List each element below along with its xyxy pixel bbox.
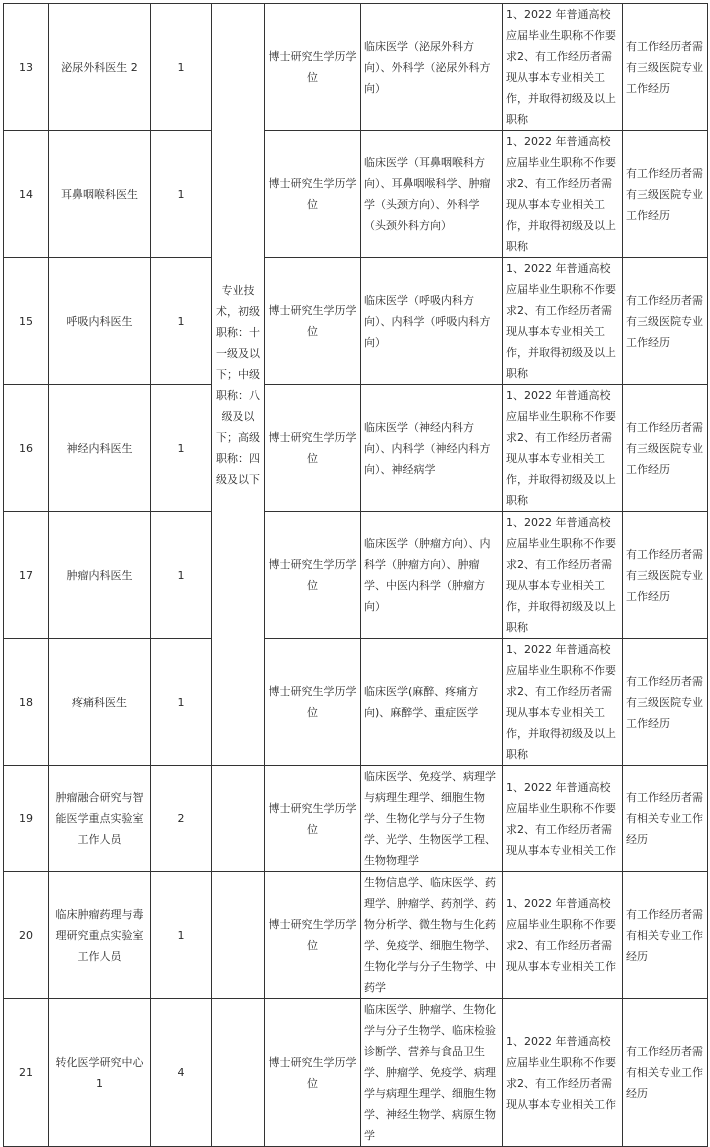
hire-count: 2 [151,766,212,872]
major-requirement: 临床医学（肿瘤方向）、内科学（肿瘤方向）、肿瘤学、中医内科学（肿瘤方向） [361,512,503,639]
other-requirement: 有工作经历者需有三级医院专业工作经历 [623,4,708,131]
position-name: 泌尿外科医生 2 [49,4,151,131]
major-requirement: 临床医学（神经内科方向）、内科学（神经内科方向）、神经病学 [361,385,503,512]
table-row [4,766,708,872]
row-number: 18 [4,639,49,766]
major-requirement: 生物信息学、临床医学、药理学、肿瘤学、药剂学、药物分析学、微生物与生化药学、免疫学、细胞生物学、生物化学与分子生物学、中药学 [361,872,503,999]
row-number: 19 [4,766,49,872]
education-requirement: 博士研究生学历学位 [265,385,361,512]
table-row [4,872,708,999]
table-row [4,512,708,639]
position-name: 神经内科医生 [49,385,151,512]
hire-count: 4 [151,999,212,1147]
position-name: 疼痛科医生 [49,639,151,766]
row-number: 13 [4,4,49,131]
position-name: 呼吸内科医生 [49,258,151,385]
hire-count: 1 [151,4,212,131]
hire-count: 1 [151,639,212,766]
title-requirement: 1、2022 年普通高校应届毕业生职称不作要求2、有工作经历者需现从事本专业相关工作 [503,999,623,1147]
education-requirement: 博士研究生学历学位 [265,872,361,999]
table-row [4,639,708,766]
major-requirement: 临床医学(麻醉、疼痛方向)、麻醉学、重症医学 [361,639,503,766]
table-row [4,4,708,131]
other-requirement: 有工作经历者需有三级医院专业工作经历 [623,131,708,258]
post-level-empty [212,999,265,1147]
education-requirement: 博士研究生学历学位 [265,766,361,872]
title-requirement: 1、2022 年普通高校应届毕业生职称不作要求2、有工作经历者需现从事本专业相关工作 [503,766,623,872]
position-name: 临床肿瘤药理与毒理研究重点实验室工作人员 [49,872,151,999]
other-requirement: 有工作经历者需有相关专业工作经历 [623,766,708,872]
table-row [4,999,708,1147]
major-requirement: 临床医学（呼吸内科方向）、内科学（呼吸内科方向） [361,258,503,385]
row-number: 16 [4,385,49,512]
position-name: 耳鼻咽喉科医生 [49,131,151,258]
row-number: 21 [4,999,49,1147]
other-requirement: 有工作经历者需有三级医院专业工作经历 [623,258,708,385]
other-requirement: 有工作经历者需有三级医院专业工作经历 [623,512,708,639]
other-requirement: 有工作经历者需有相关专业工作经历 [623,999,708,1147]
hire-count: 1 [151,512,212,639]
hire-count: 1 [151,385,212,512]
education-requirement: 博士研究生学历学位 [265,131,361,258]
title-requirement: 1、2022 年普通高校应届毕业生职称不作要求2、有工作经历者需现从事本专业相关工作，并取得初级及以上职称 [503,131,623,258]
row-number: 15 [4,258,49,385]
hire-count: 1 [151,131,212,258]
education-requirement: 博士研究生学历学位 [265,999,361,1147]
education-requirement: 博士研究生学历学位 [265,639,361,766]
post-level-empty [212,872,265,999]
other-requirement: 有工作经历者需有三级医院专业工作经历 [623,385,708,512]
title-requirement: 1、2022 年普通高校应届毕业生职称不作要求2、有工作经历者需现从事本专业相关工作，并取得初级及以上职称 [503,4,623,131]
other-requirement: 有工作经历者需有相关专业工作经历 [623,872,708,999]
other-requirement: 有工作经历者需有三级医院专业工作经历 [623,639,708,766]
post-level-empty [212,766,265,872]
row-number: 20 [4,872,49,999]
position-name: 转化医学研究中心 1 [49,999,151,1147]
post-level: 专业技术，初级职称：十一级及以下；中级职称：八级及以下；高级职称：四级及以下 [212,4,265,766]
title-requirement: 1、2022 年普通高校应届毕业生职称不作要求2、有工作经历者需现从事本专业相关工作，并取得初级及以上职称 [503,512,623,639]
title-requirement: 1、2022 年普通高校应届毕业生职称不作要求2、有工作经历者需现从事本专业相关工作，并取得初级及以上职称 [503,639,623,766]
position-name: 肿瘤融合研究与智能医学重点实验室工作人员 [49,766,151,872]
title-requirement: 1、2022 年普通高校应届毕业生职称不作要求2、有工作经历者需现从事本专业相关工作，并取得初级及以上职称 [503,385,623,512]
education-requirement: 博士研究生学历学位 [265,258,361,385]
row-number: 14 [4,131,49,258]
major-requirement: 临床医学（耳鼻咽喉科方向）、耳鼻咽喉科学、肿瘤学（头颈方向）、外科学（头颈外科方向） [361,131,503,258]
title-requirement: 1、2022 年普通高校应届毕业生职称不作要求2、有工作经历者需现从事本专业相关工作，并取得初级及以上职称 [503,258,623,385]
major-requirement: 临床医学、肿瘤学、生物化学与分子生物学、临床检验诊断学、营养与食品卫生学、肿瘤学、免疫学、病理学与病理生理学、细胞生物学、神经生物学、病原生物学 [361,999,503,1147]
title-requirement: 1、2022 年普通高校应届毕业生职称不作要求2、有工作经历者需现从事本专业相关工作 [503,872,623,999]
education-requirement: 博士研究生学历学位 [265,512,361,639]
table-row [4,385,708,512]
hire-count: 1 [151,872,212,999]
major-requirement: 临床医学、免疫学、病理学与病理生理学、细胞生物学、生物化学与分子生物学、光学、生物医学工程、生物物理学 [361,766,503,872]
position-name: 肿瘤内科医生 [49,512,151,639]
table-row [4,131,708,258]
hire-count: 1 [151,258,212,385]
major-requirement: 临床医学（泌尿外科方向）、外科学（泌尿外科方向） [361,4,503,131]
row-number: 17 [4,512,49,639]
job-table [3,3,708,1147]
education-requirement: 博士研究生学历学位 [265,4,361,131]
table-row [4,258,708,385]
